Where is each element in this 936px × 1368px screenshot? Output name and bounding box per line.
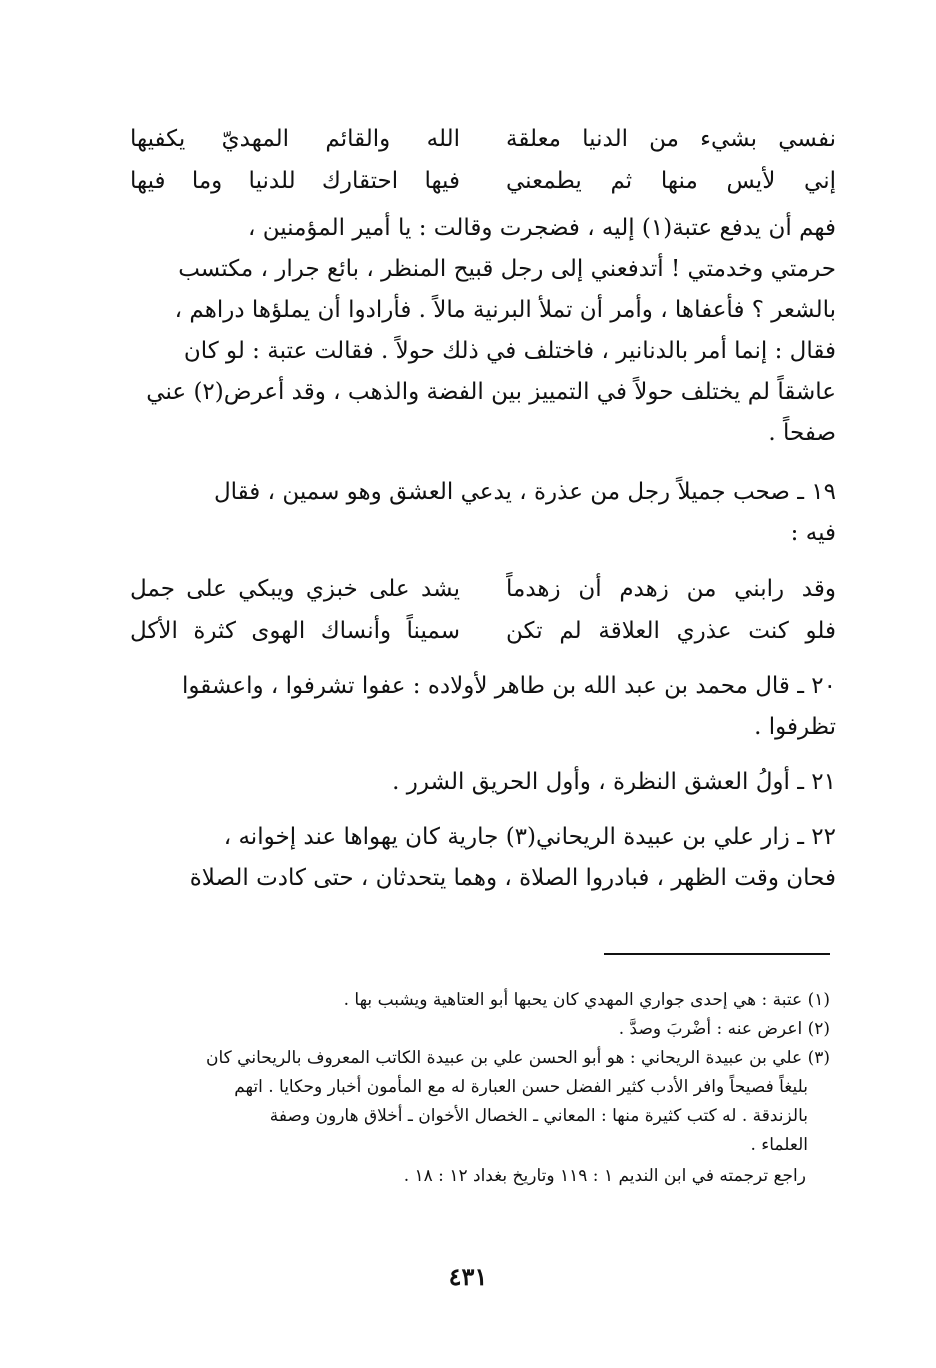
paragraph-19 <box>130 472 836 554</box>
verse-first-hemistich: إني لأيس منها ثم يطمعني <box>506 168 836 194</box>
paragraph-20 <box>130 666 836 748</box>
text-line: تظرفوا . <box>754 714 836 740</box>
verse-line <box>130 118 836 160</box>
footnote-1: (١) عتبة : هي إحدى جواري المهدي كان يحبها أبو العتاهية ويشبب بها . <box>343 990 830 1010</box>
verse-second-hemistich: الله والقائم المهديّ يكفيها <box>130 126 460 152</box>
footnote-3-continuation: بالزندقة . له كتب كثيرة منها : المعاني ـ الخصال الأخوان ـ أخلاق هارون وصفة <box>269 1106 808 1126</box>
text-line: فهم أن يدفع عتبة(١) إليه ، فضجرت وقالت : يا أمير المؤمنين ، <box>247 215 836 241</box>
main-text <box>130 118 836 899</box>
poem-top <box>130 118 836 202</box>
text-line: فيه : <box>790 520 836 546</box>
text-line: ٢٠ ـ قال محمد بن عبد الله بن طاهر لأولاده : عفوا تشرفوا ، واعشقوا <box>181 673 836 699</box>
verse-first-hemistich: نفسي بشيء من الدنيا معلقة <box>506 126 836 152</box>
text-line: عاشقاً لم يختلف حولاً في التمييز بين الفضة والذهب ، وقد أعرض(٢) عني <box>146 379 836 405</box>
text-line: فقال : إنما أمر بالدنانير ، فاختلف في ذلك حولاً . فقالت عتبة : لو كان <box>183 338 836 364</box>
footnote-3: (٣) علي بن عبيدة الريحاني : هو أبو الحسن علي بن عبيدة الكاتب المعروف بالريحاني كان <box>206 1048 830 1068</box>
page-number: ٤٣١ <box>448 1262 488 1291</box>
footnote-divider <box>604 953 830 955</box>
text-line: ٢٢ ـ زار علي بن عبيدة الريحاني(٣) جارية كان يهواها عند إخوانه ، <box>223 824 836 850</box>
text-line: ٢١ ـ أولُ العشق النظرة ، وأول الحريق الشرر . <box>392 769 836 795</box>
verse-second-hemistich: فيها احتقارك للدنيا وما فيها <box>130 168 460 194</box>
text-line: فحان وقت الظهر ، فبادروا الصلاة ، وهما يتحدثان ، حتى كادت الصلاة <box>189 865 836 891</box>
verse-first-hemistich: فلو كنت عذري العلاقة لم تكن <box>506 618 836 644</box>
verse-first-hemistich: وقد رابني من زهدم أن زهدماً <box>506 576 836 602</box>
paragraph-story <box>130 208 836 454</box>
poem-19 <box>130 568 836 652</box>
footnote-3-continuation: بليغاً فصيحاً وافر الأدب كثير الفضل حسن العبارة له مع المأمون أخبار وحكايا . اتهم <box>234 1077 808 1097</box>
verse-line <box>130 160 836 202</box>
footnotes <box>130 986 830 1191</box>
text-line: ١٩ ـ صحب جميلاً رجل من عذرة ، يدعي العشق وهو سمين ، فقال <box>213 479 836 505</box>
verse-line <box>130 568 836 610</box>
text-line: بالشعر ؟ فأعفاها ، وأمر أن تملأ البرنية مالاً . فأرادوا أن يملؤها دراهم ، <box>174 297 836 323</box>
text-line: صفحاً . <box>768 420 836 446</box>
footnote-3-continuation: العلماء . <box>750 1135 808 1155</box>
verse-second-hemistich: سميناً وأنساك الهوى كثرة الأكل <box>130 618 460 644</box>
text-line: حرمتي وخدمتي ! أتدفعني إلى رجل قبيح المنظر ، بائع جرار ، مكتسب <box>178 256 836 282</box>
verse-line <box>130 610 836 652</box>
verse-second-hemistich: يشد على خبزي ويبكي على جمل <box>130 576 460 602</box>
footnote-reference: راجع ترجمته في ابن النديم ١ : ١١٩ وتاريخ بغداد ١٢ : ١٨ . <box>403 1166 806 1186</box>
paragraph-22 <box>130 817 836 899</box>
paragraph-21 <box>130 762 836 803</box>
footnote-2: (٢) اعرض عنه : أضْربَ وصدَّ . <box>618 1019 830 1039</box>
